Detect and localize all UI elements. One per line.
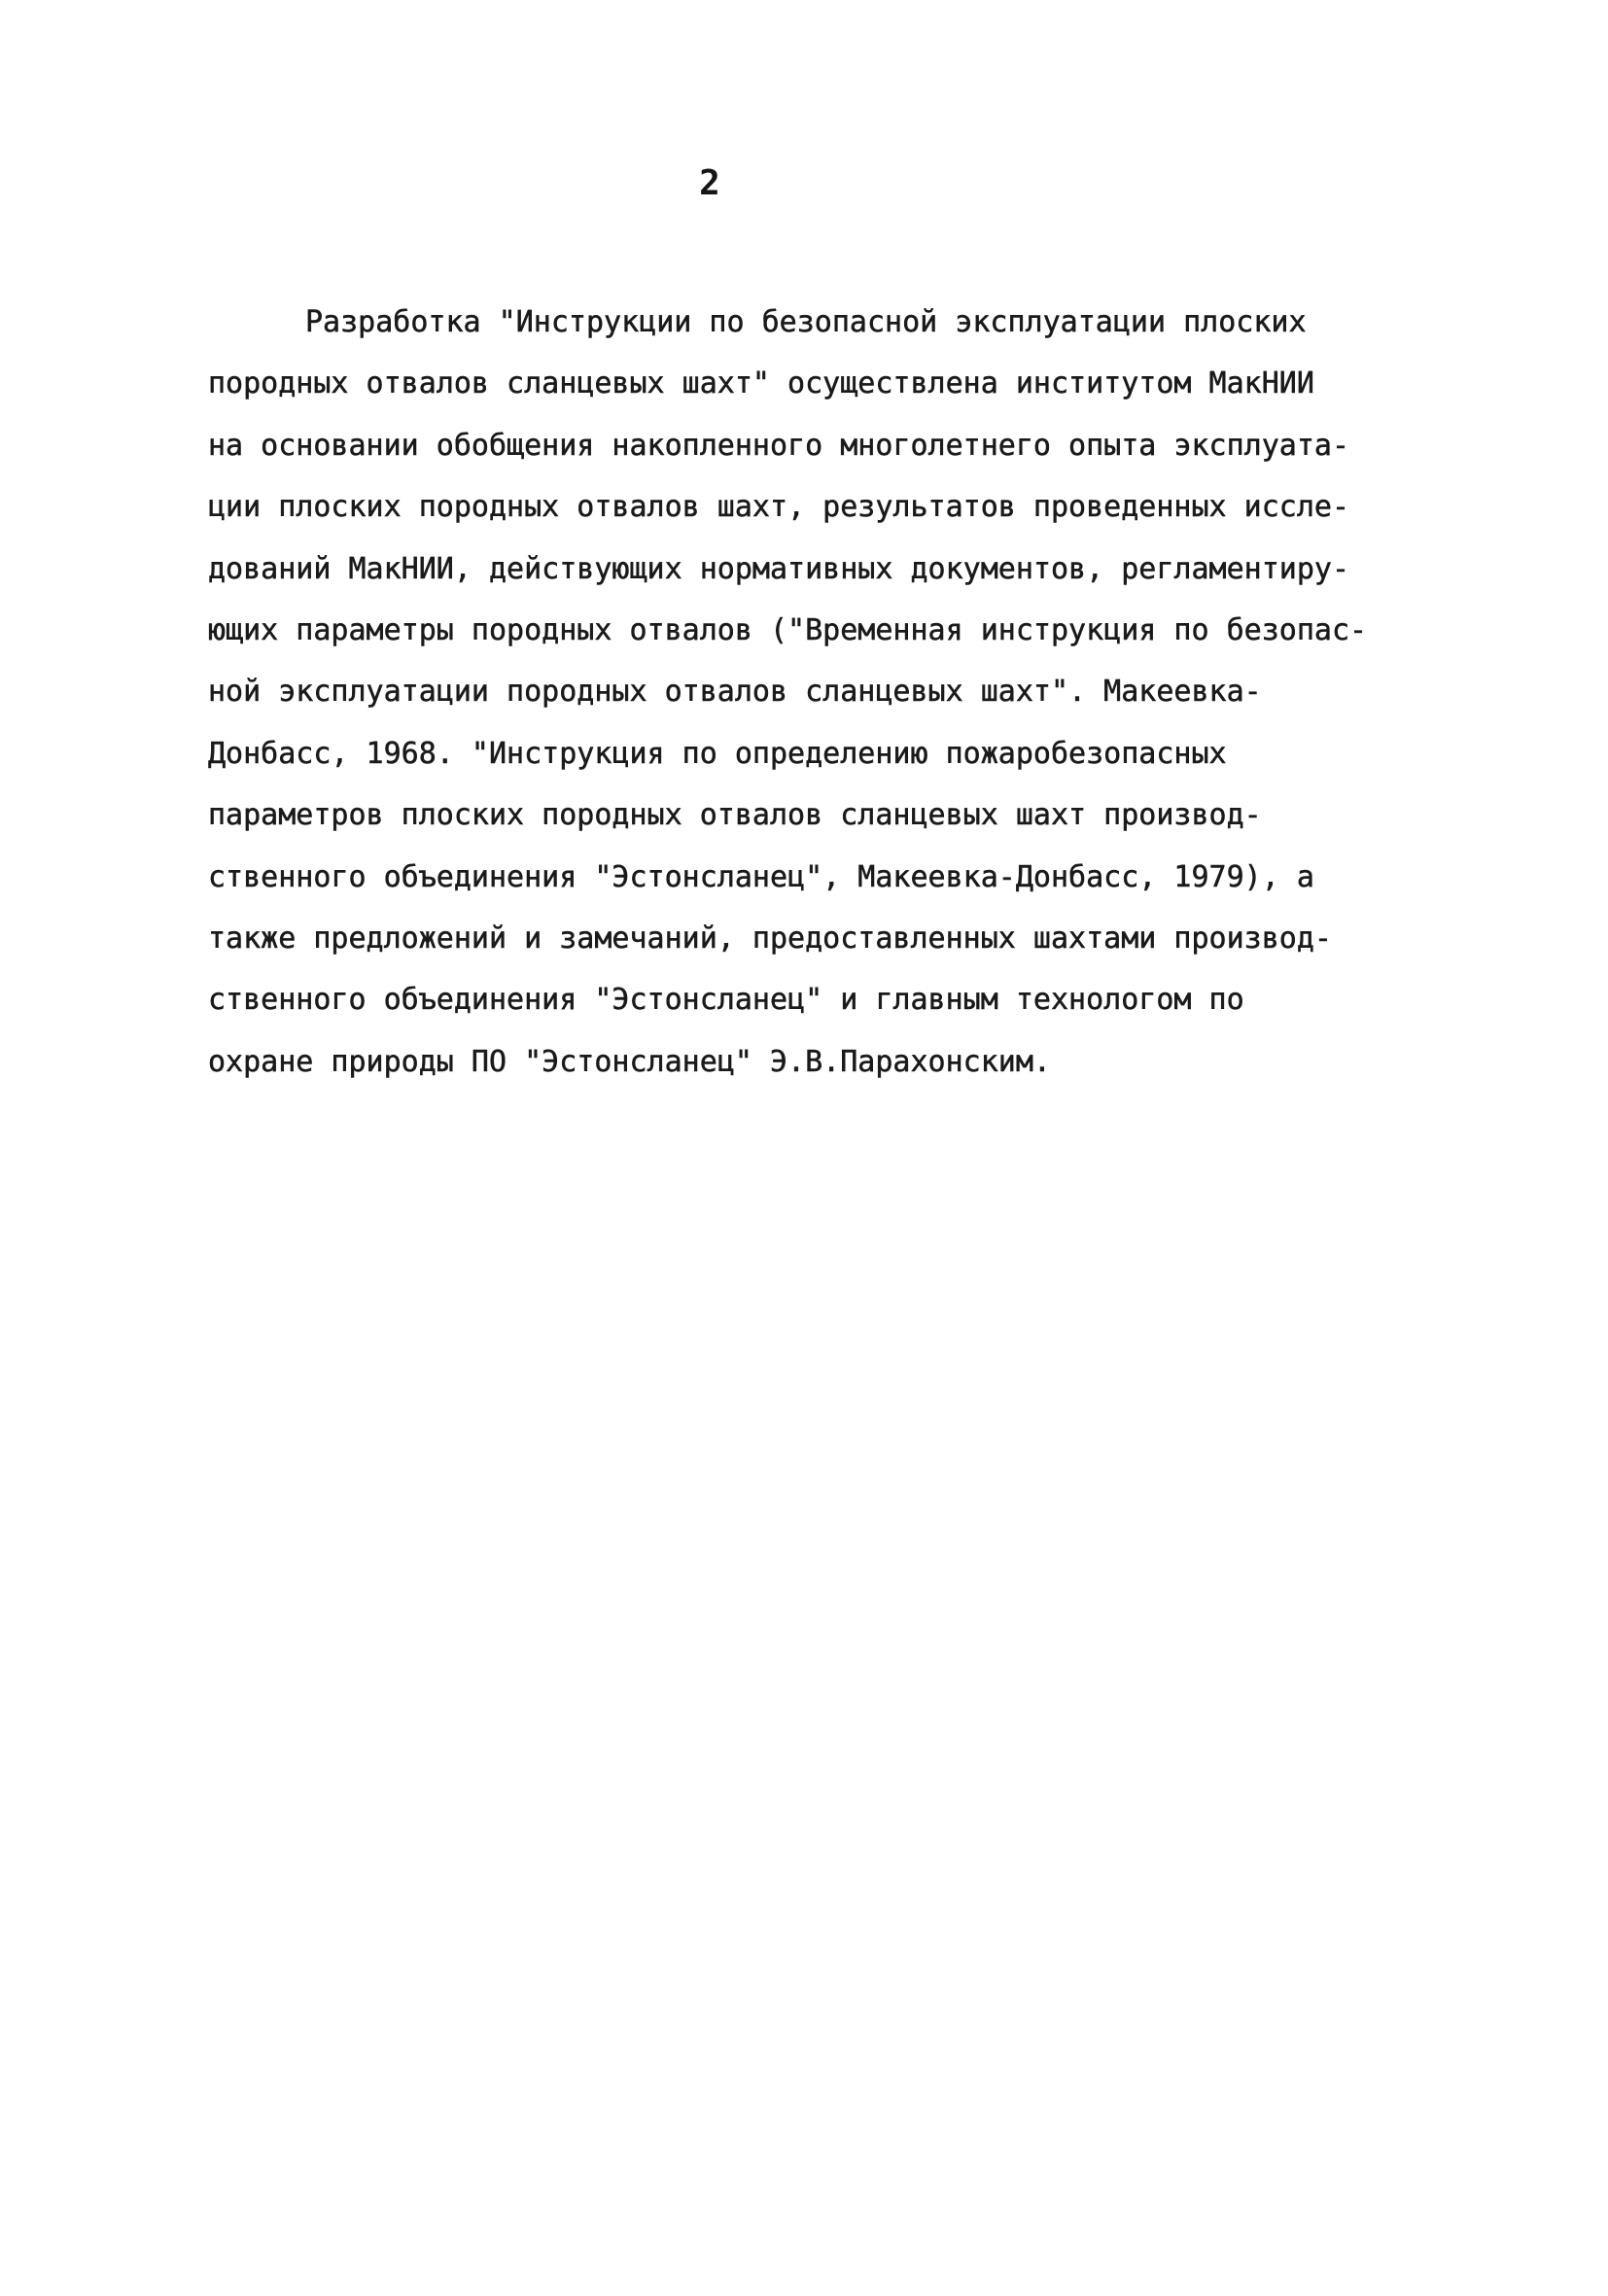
paragraph-line: ющих параметры породных отвалов ("Временная инструкция по безопас- (208, 612, 1368, 647)
paragraph-line: также предложений и замечаний, предоставленных шахтами производ- (208, 921, 1332, 956)
paragraph-line: Донбасс, 1968. "Инструкция по определению пожаробезопасных (208, 736, 1227, 771)
body-paragraph (208, 292, 1472, 1093)
paragraph-line: параметров плоских породных отвалов сланцевых шахт производ- (208, 798, 1262, 833)
paragraph-line: дований МакНИИ, действующих нормативных документов, регламентиру- (208, 551, 1349, 586)
page-number: 2 (699, 163, 720, 203)
paragraph-line: ции плоских породных отвалов шахт, результатов проведенных иссле- (208, 490, 1349, 525)
paragraph-line: на основании обобщения накопленного многолетнего опыта эксплуата- (208, 428, 1349, 463)
paragraph-line: породных отвалов сланцевых шахт" осуществлена институтом МакНИИ (208, 366, 1314, 401)
paragraph-line: ственного объединения "Эстонсланец", Макеевка-Донбасс, 1979), а (208, 859, 1314, 894)
paragraph-line: Разработка "Инструкции по безопасной эксплуатации плоских (305, 305, 1307, 339)
paragraph-line: ной эксплуатации породных отвалов сланцевых шахт". Макеевка- (208, 675, 1262, 710)
paragraph-line: ственного объединения "Эстонсланец" и главным технологом по (208, 983, 1244, 1018)
paragraph-line: охране природы ПО "Эстонсланец" Э.В.Парахонским. (208, 1044, 1051, 1079)
